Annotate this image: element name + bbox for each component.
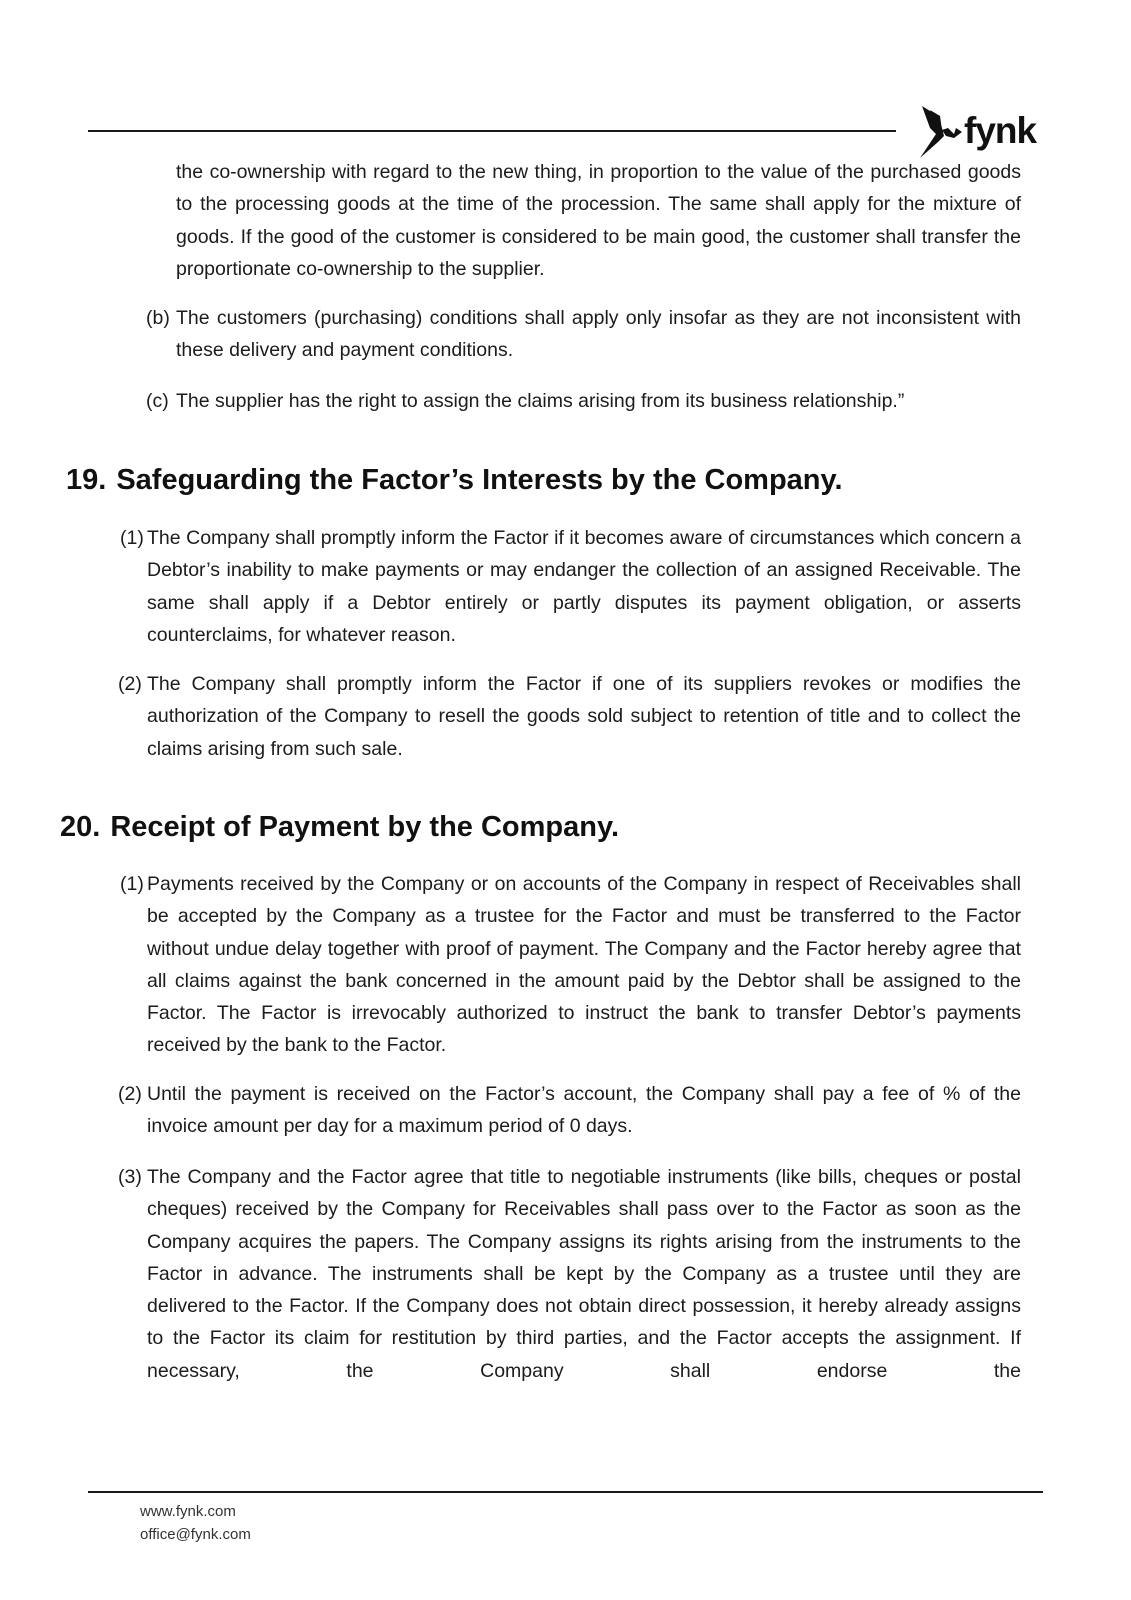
brand-name: fynk: [964, 110, 1037, 151]
section-number: 20.: [60, 811, 101, 843]
section-title: Receipt of Payment by the Company.: [110, 811, 620, 843]
footer-website-link[interactable]: www.fynk.com: [140, 1503, 236, 1520]
item-text: The customers (purchasing) conditions shall apply only insofar as they are not inconsistent with these delivery and payment conditions.: [176, 307, 1021, 362]
list-item: [146, 302, 1021, 368]
item-text: The Company and the Factor agree that title to negotiable instruments (like bills, cheques or postal cheques) received by the Company for Receivables shall pass over to the Factor as soon as the Company acquires the papers. The Company assigns its rights arising from the instruments to the Factor in advance. The instruments shall be kept by the Company as a trustee until they are delivered to the Factor. If the Company does not obtain direct possession, it hereby already assigns to the Factor its claim for restitution by third parties, and the Factor accepts the assignment. If necessary, the Company shall endorse the: [147, 1166, 1021, 1382]
section-heading: [66, 462, 843, 498]
continuation-paragraph: the co-ownership with regard to the new thing, in proportion to the value of the purchased goods to the processing goods at the time of the procession. The same shall apply for the mixture of goods. If the good of the customer is considered to be main good, the customer shall transfer the proportionate co-ownership to the supplier.: [176, 161, 1021, 280]
item-marker: (2): [118, 673, 142, 695]
item-marker: (b): [146, 307, 170, 329]
list-item: [118, 522, 1021, 652]
item-marker: (1): [120, 873, 144, 895]
item-marker: (1): [120, 527, 144, 549]
section-title: Safeguarding the Factor’s Interests by the Company.: [116, 464, 843, 496]
item-marker: (c): [146, 390, 169, 412]
list-item: [118, 1161, 1021, 1389]
fynk-bird-icon: [918, 106, 968, 160]
section-heading: [60, 809, 619, 845]
list-item: [118, 1078, 1021, 1144]
list-item: [118, 668, 1021, 766]
list-item: [118, 868, 1021, 1064]
item-text: The Company shall promptly inform the Factor if it becomes aware of circumstances which concern a Debtor’s inability to make payments or may endanger the collection of an assigned Receivable. The same shall apply if a Debtor entirely or partly disputes its payment obligation, or asserts counterclaims, for whatever reason.: [147, 527, 1021, 646]
item-text: The supplier has the right to assign the claims arising from its business relationship.”: [176, 390, 905, 412]
item-text: The Company shall promptly inform the Factor if one of its suppliers revokes or modifies the authorization of the Company to resell the goods sold subject to retention of title and to collect the claims arising from such sale.: [147, 673, 1021, 760]
item-marker: (3): [118, 1166, 142, 1188]
brand-logo: [918, 104, 1050, 160]
section-number: 19.: [66, 464, 107, 496]
list-item: [146, 385, 1021, 419]
footer-email-link[interactable]: office@fynk.com: [140, 1526, 251, 1543]
item-text: Until the payment is received on the Factor’s account, the Company shall pay a fee of % of the invoice amount per day for a maximum period of 0 days.: [147, 1083, 1021, 1138]
item-text: Payments received by the Company or on accounts of the Company in respect of Receivables shall be accepted by the Company as a trustee for the Factor and must be transferred to the Factor without undue delay together with proof of payment. The Company and the Factor hereby agree that all claims against the bank concerned in the amount paid by the Debtor shall be assigned to the Factor. The Factor is irrevocably authorized to instruct the bank to transfer Debtor’s payments received by the bank to the Factor.: [147, 873, 1021, 1057]
header-divider: [88, 130, 896, 132]
item-marker: (2): [118, 1083, 142, 1105]
footer-divider: [88, 1491, 1043, 1493]
